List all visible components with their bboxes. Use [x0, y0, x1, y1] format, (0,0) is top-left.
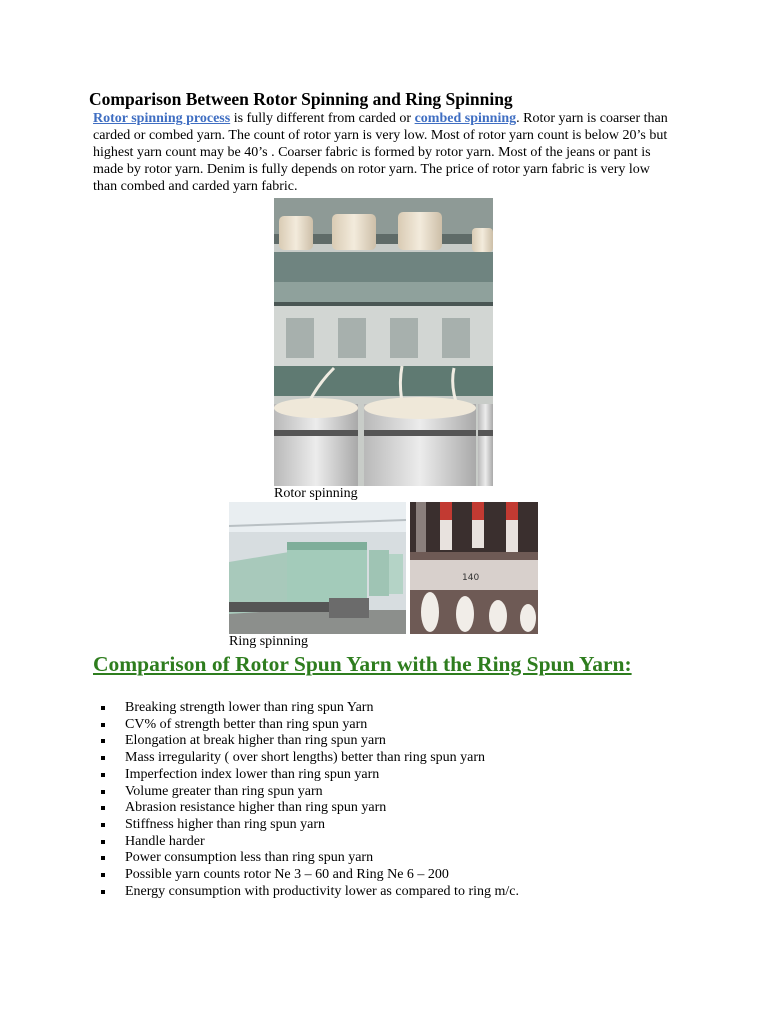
- list-item: Handle harder: [93, 834, 713, 851]
- comparison-list: [93, 700, 713, 900]
- intro-paragraph: [93, 110, 673, 195]
- intro-text-1: is fully different from carded or: [230, 111, 415, 126]
- spindle-number-label: 140: [462, 573, 480, 583]
- list-item: Volume greater than ring spun yarn: [93, 784, 713, 801]
- rotor-spinning-caption: Rotor spinning: [274, 486, 358, 501]
- list-item: Imperfection index lower than ring spun yarn: [93, 767, 713, 784]
- list-item: Energy consumption with productivity lower as compared to ring m/c.: [93, 884, 713, 901]
- ring-spinning-frame-photo: [229, 502, 406, 634]
- list-item: Stiffness higher than ring spun yarn: [93, 817, 713, 834]
- list-item: CV% of strength better than ring spun yarn: [93, 717, 713, 734]
- comparison-section-title: Comparison of Rotor Spun Yarn with the Ring Spun Yarn:: [93, 652, 632, 676]
- ring-spindles-photo: [410, 502, 538, 634]
- list-item: Possible yarn counts rotor Ne 3 – 60 and Ring Ne 6 – 200: [93, 867, 713, 884]
- list-item: Breaking strength lower than ring spun Yarn: [93, 700, 713, 717]
- rotor-spinning-photo: [274, 198, 493, 486]
- list-item: Elongation at break higher than ring spun yarn: [93, 733, 713, 750]
- rotor-spinning-process-link[interactable]: Rotor spinning process: [93, 111, 231, 126]
- list-item: Power consumption less than ring spun yarn: [93, 850, 713, 867]
- list-item: Abrasion resistance higher than ring spun yarn: [93, 800, 713, 817]
- page-heading: Comparison Between Rotor Spinning and Ring Spinning: [89, 89, 513, 109]
- ring-spinning-caption: Ring spinning: [229, 634, 308, 649]
- combed-spinning-link[interactable]: combed spinning: [414, 111, 517, 126]
- list-item: Mass irregularity ( over short lengths) better than ring spun yarn: [93, 750, 713, 767]
- intro-text-2: . Rotor yarn is coarser than carded or combed yarn. The count of rotor yarn is very low. Most of rotor yarn count is below 20’s but highest yarn count may be 40’s . Coarser fabric is formed by rotor yarn. Most of the jeans or pant is made by rotor yarn. Denim is fully depends on rotor yarn. The price of rotor yarn fabric is very low than combed and carded yarn fabric.: [93, 111, 668, 194]
